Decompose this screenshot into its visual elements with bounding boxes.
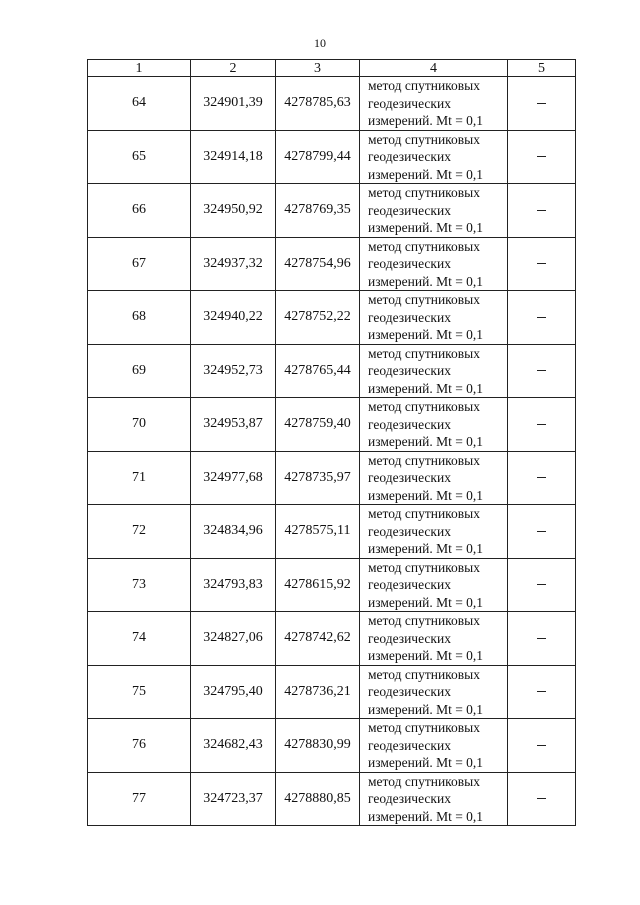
dash-mark bbox=[537, 370, 546, 371]
point-number-cell: 69 bbox=[88, 344, 191, 398]
x-coordinate-cell: 324793,83 bbox=[191, 558, 276, 612]
method-cell bbox=[360, 184, 508, 238]
table-row bbox=[88, 130, 576, 184]
x-coordinate-cell: 324950,92 bbox=[191, 184, 276, 238]
method-text-line: метод спутниковых bbox=[368, 613, 480, 628]
method-text-line: измерений. Mt = 0,1 bbox=[368, 220, 484, 235]
x-coordinate-cell: 324827,06 bbox=[191, 612, 276, 666]
dash-mark bbox=[537, 477, 546, 478]
header-col-5: 5 bbox=[508, 60, 576, 77]
method-text-line: измерений. Mt = 0,1 bbox=[368, 380, 484, 396]
method-text-line: геодезических bbox=[368, 256, 451, 271]
method-cell bbox=[360, 237, 508, 291]
note-cell bbox=[508, 184, 576, 238]
page-number: 10 bbox=[314, 36, 326, 50]
y-coordinate-cell: 4278880,85 bbox=[276, 772, 360, 826]
method-text-line: геодезических bbox=[368, 309, 451, 325]
header-col-2: 2 bbox=[191, 60, 276, 77]
table-row bbox=[88, 558, 576, 612]
method-cell bbox=[360, 344, 508, 398]
x-coordinate-cell: 324901,39 bbox=[191, 77, 276, 131]
method-text-line: метод спутниковых bbox=[368, 399, 480, 414]
note-cell bbox=[508, 77, 576, 131]
method-cell bbox=[360, 130, 508, 184]
note-cell bbox=[508, 772, 576, 826]
method-text-line: измерений. Mt = 0,1 bbox=[368, 487, 484, 503]
y-coordinate-cell: 4278735,97 bbox=[276, 451, 360, 505]
table-row bbox=[88, 612, 576, 666]
method-text-line: геодезических bbox=[368, 363, 451, 378]
y-coordinate-cell: 4278769,35 bbox=[276, 184, 360, 238]
method-text-line: метод спутниковых bbox=[368, 185, 480, 200]
point-number-cell: 71 bbox=[88, 451, 191, 505]
dash-mark bbox=[537, 424, 546, 425]
method-text-line: измерений. Mt = 0,1 bbox=[368, 273, 484, 289]
table-row bbox=[88, 398, 576, 452]
table-body bbox=[88, 77, 576, 826]
method-text-line: геодезических bbox=[368, 470, 451, 485]
x-coordinate-cell: 324937,32 bbox=[191, 237, 276, 291]
method-text-line: измерений. Mt = 0,1 bbox=[368, 648, 484, 663]
method-cell bbox=[360, 398, 508, 452]
table-row bbox=[88, 451, 576, 505]
point-number-cell: 67 bbox=[88, 237, 191, 291]
method-text-line: геодезических bbox=[368, 737, 451, 753]
note-cell bbox=[508, 451, 576, 505]
method-text-line: геодезических bbox=[368, 791, 451, 806]
point-number-cell: 66 bbox=[88, 184, 191, 238]
table-row bbox=[88, 291, 576, 345]
table-row bbox=[88, 665, 576, 719]
method-text-line: метод спутниковых bbox=[368, 773, 480, 789]
method-text-line: измерений. Mt = 0,1 bbox=[368, 541, 484, 556]
note-cell bbox=[508, 291, 576, 345]
method-text-line: геодезических bbox=[368, 202, 451, 218]
method-text-line: измерений. Mt = 0,1 bbox=[368, 755, 484, 770]
note-cell bbox=[508, 505, 576, 559]
coordinates-table bbox=[87, 59, 576, 826]
x-coordinate-cell: 324795,40 bbox=[191, 665, 276, 719]
point-number-cell: 72 bbox=[88, 505, 191, 559]
note-cell bbox=[508, 558, 576, 612]
dash-mark bbox=[537, 531, 546, 532]
dash-mark bbox=[537, 210, 546, 211]
method-text-line: измерений. Mt = 0,1 bbox=[368, 808, 484, 824]
table-row bbox=[88, 719, 576, 773]
y-coordinate-cell: 4278615,92 bbox=[276, 558, 360, 612]
table-row bbox=[88, 77, 576, 131]
method-text-line: измерений. Mt = 0,1 bbox=[368, 166, 484, 182]
y-coordinate-cell: 4278830,99 bbox=[276, 719, 360, 773]
x-coordinate-cell: 324682,43 bbox=[191, 719, 276, 773]
table-row bbox=[88, 237, 576, 291]
dash-mark bbox=[537, 584, 546, 585]
point-number-cell: 70 bbox=[88, 398, 191, 452]
note-cell bbox=[508, 719, 576, 773]
method-text-line: геодезических bbox=[368, 95, 451, 111]
point-number-cell: 75 bbox=[88, 665, 191, 719]
method-text-line: измерений. Mt = 0,1 bbox=[368, 434, 484, 449]
y-coordinate-cell: 4278754,96 bbox=[276, 237, 360, 291]
method-text-line: геодезических bbox=[368, 577, 451, 592]
dash-mark bbox=[537, 317, 546, 318]
y-coordinate-cell: 4278575,11 bbox=[276, 505, 360, 559]
y-coordinate-cell: 4278752,22 bbox=[276, 291, 360, 345]
method-text-line: измерений. Mt = 0,1 bbox=[368, 327, 484, 342]
method-text-line: геодезических bbox=[368, 630, 451, 646]
point-number-cell: 68 bbox=[88, 291, 191, 345]
x-coordinate-cell: 324953,87 bbox=[191, 398, 276, 452]
x-coordinate-cell: 324723,37 bbox=[191, 772, 276, 826]
method-text-line: метод спутниковых bbox=[368, 78, 480, 93]
method-text-line: метод спутниковых bbox=[368, 666, 480, 682]
x-coordinate-cell: 324834,96 bbox=[191, 505, 276, 559]
header-col-3: 3 bbox=[276, 60, 360, 77]
note-cell bbox=[508, 130, 576, 184]
y-coordinate-cell: 4278736,21 bbox=[276, 665, 360, 719]
dash-mark bbox=[537, 263, 546, 264]
method-cell bbox=[360, 612, 508, 666]
method-text-line: измерений. Mt = 0,1 bbox=[368, 701, 484, 717]
header-col-4: 4 bbox=[360, 60, 508, 77]
method-text-line: метод спутниковых bbox=[368, 292, 480, 307]
note-cell bbox=[508, 344, 576, 398]
method-text-line: измерений. Mt = 0,1 bbox=[368, 594, 484, 610]
y-coordinate-cell: 4278785,63 bbox=[276, 77, 360, 131]
note-cell bbox=[508, 398, 576, 452]
method-cell bbox=[360, 505, 508, 559]
method-text-line: измерений. Mt = 0,1 bbox=[368, 113, 484, 128]
table-row bbox=[88, 344, 576, 398]
dash-mark bbox=[537, 156, 546, 157]
method-text-line: геодезических bbox=[368, 523, 451, 539]
method-text-line: геодезических bbox=[368, 149, 451, 164]
table-row bbox=[88, 772, 576, 826]
method-cell bbox=[360, 719, 508, 773]
x-coordinate-cell: 324952,73 bbox=[191, 344, 276, 398]
table-row bbox=[88, 505, 576, 559]
method-cell bbox=[360, 77, 508, 131]
table-row bbox=[88, 184, 576, 238]
method-cell bbox=[360, 291, 508, 345]
method-text-line: метод спутниковых bbox=[368, 720, 480, 735]
point-number-cell: 77 bbox=[88, 772, 191, 826]
method-text-line: метод спутниковых bbox=[368, 559, 480, 575]
method-text-line: метод спутниковых bbox=[368, 345, 480, 361]
dash-mark bbox=[537, 745, 546, 746]
point-number-cell: 74 bbox=[88, 612, 191, 666]
method-text-line: метод спутниковых bbox=[368, 452, 480, 468]
x-coordinate-cell: 324977,68 bbox=[191, 451, 276, 505]
x-coordinate-cell: 324914,18 bbox=[191, 130, 276, 184]
method-text-line: метод спутниковых bbox=[368, 506, 480, 521]
header-col-1: 1 bbox=[88, 60, 191, 77]
method-cell bbox=[360, 772, 508, 826]
dash-mark bbox=[537, 798, 546, 799]
point-number-cell: 73 bbox=[88, 558, 191, 612]
point-number-cell: 65 bbox=[88, 130, 191, 184]
table-header-row bbox=[88, 60, 576, 77]
y-coordinate-cell: 4278742,62 bbox=[276, 612, 360, 666]
method-cell bbox=[360, 558, 508, 612]
method-cell bbox=[360, 451, 508, 505]
note-cell bbox=[508, 237, 576, 291]
method-text-line: метод спутниковых bbox=[368, 131, 480, 147]
method-cell bbox=[360, 665, 508, 719]
method-text-line: геодезических bbox=[368, 416, 451, 432]
point-number-cell: 76 bbox=[88, 719, 191, 773]
method-text-line: метод спутниковых bbox=[368, 238, 480, 254]
dash-mark bbox=[537, 103, 546, 104]
y-coordinate-cell: 4278759,40 bbox=[276, 398, 360, 452]
y-coordinate-cell: 4278799,44 bbox=[276, 130, 360, 184]
method-text-line: геодезических bbox=[368, 684, 451, 699]
dash-mark bbox=[537, 691, 546, 692]
note-cell bbox=[508, 665, 576, 719]
x-coordinate-cell: 324940,22 bbox=[191, 291, 276, 345]
y-coordinate-cell: 4278765,44 bbox=[276, 344, 360, 398]
point-number-cell: 64 bbox=[88, 77, 191, 131]
note-cell bbox=[508, 612, 576, 666]
dash-mark bbox=[537, 638, 546, 639]
